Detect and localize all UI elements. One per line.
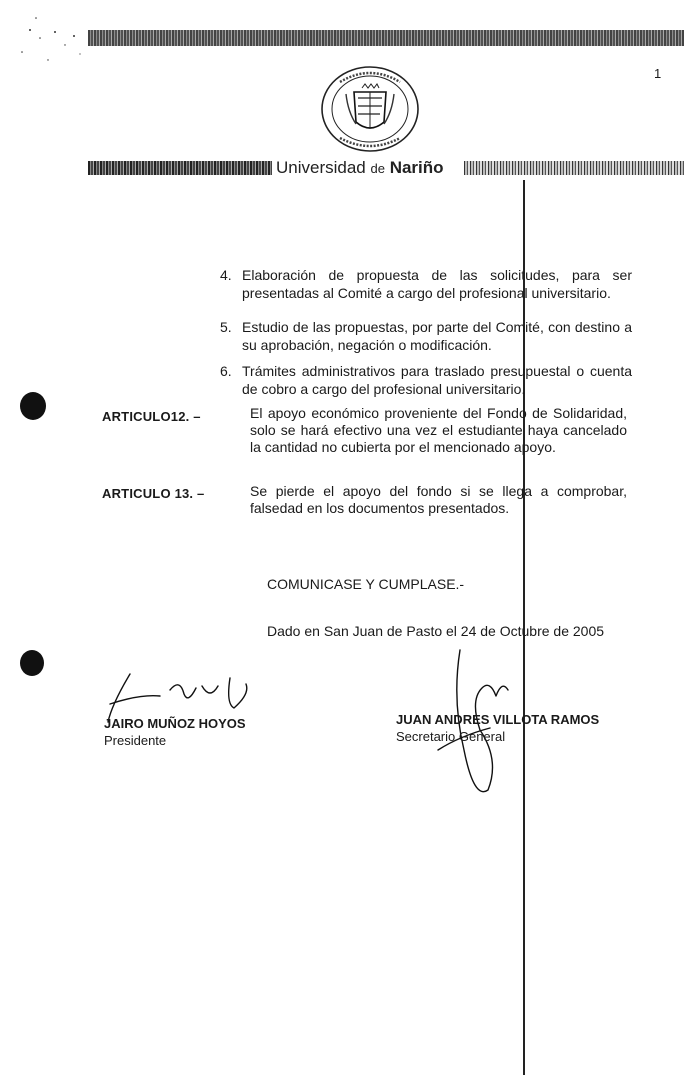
list-item-text: Estudio de las propuestas, por parte del Comité, con destino a su aprobación, negación o modificación. bbox=[242, 319, 632, 353]
ink-blot bbox=[20, 650, 44, 676]
article-label: ARTICULO 13. – bbox=[102, 486, 205, 501]
institution-de: de bbox=[370, 161, 385, 176]
signatory-name: JUAN ANDRES VILLOTA RAMOS bbox=[396, 712, 600, 727]
ink-blot bbox=[20, 392, 46, 420]
header-scan-bar bbox=[88, 30, 684, 46]
institution-prefix: Universidad bbox=[276, 158, 366, 177]
closing-date-line: Dado en San Juan de Pasto el 24 de Octubre de 2005 bbox=[267, 623, 605, 639]
article-text: El apoyo económico proveniente del Fondo de Solidaridad, solo se hará efectivo una vez el estudiante haya cancelado la cantidad no cubierta por el mencionado apoyo. bbox=[250, 405, 627, 455]
signature-president-icon bbox=[100, 664, 270, 724]
closing-formula: COMUNICASE Y CUMPLASE.- bbox=[267, 576, 465, 592]
signatory-role: Secretario General bbox=[396, 729, 506, 744]
list-item-number: 6. bbox=[220, 363, 232, 379]
list-item-number: 5. bbox=[220, 319, 232, 335]
list-item-text: Trámites administrativos para traslado presupuestal o cuenta de cobro a cargo del profesional universitario. bbox=[242, 363, 632, 397]
article-text: Se pierde el apoyo del fondo si se llega a comprobar, falsedad en los documentos presentados. bbox=[250, 483, 627, 516]
institution-narino: Nariño bbox=[389, 158, 444, 177]
signatory-name: JAIRO MUÑOZ HOYOS bbox=[104, 716, 246, 731]
list-item-text: Elaboración de propuesta de las solicitudes, para ser presentadas al Comité a cargo del profesional universitario. bbox=[242, 267, 632, 301]
list-item-number: 4. bbox=[220, 267, 232, 283]
institution-banner bbox=[88, 158, 684, 180]
page-number: 1 bbox=[654, 66, 662, 81]
signatory-role: Presidente bbox=[104, 733, 167, 748]
scan-noise bbox=[10, 10, 90, 70]
institution-name bbox=[276, 158, 444, 178]
article-label: ARTICULO12. – bbox=[102, 409, 201, 424]
banner-scan-bar-right bbox=[464, 161, 684, 175]
university-seal-icon bbox=[318, 64, 422, 154]
banner-scan-bar-left bbox=[88, 161, 272, 175]
